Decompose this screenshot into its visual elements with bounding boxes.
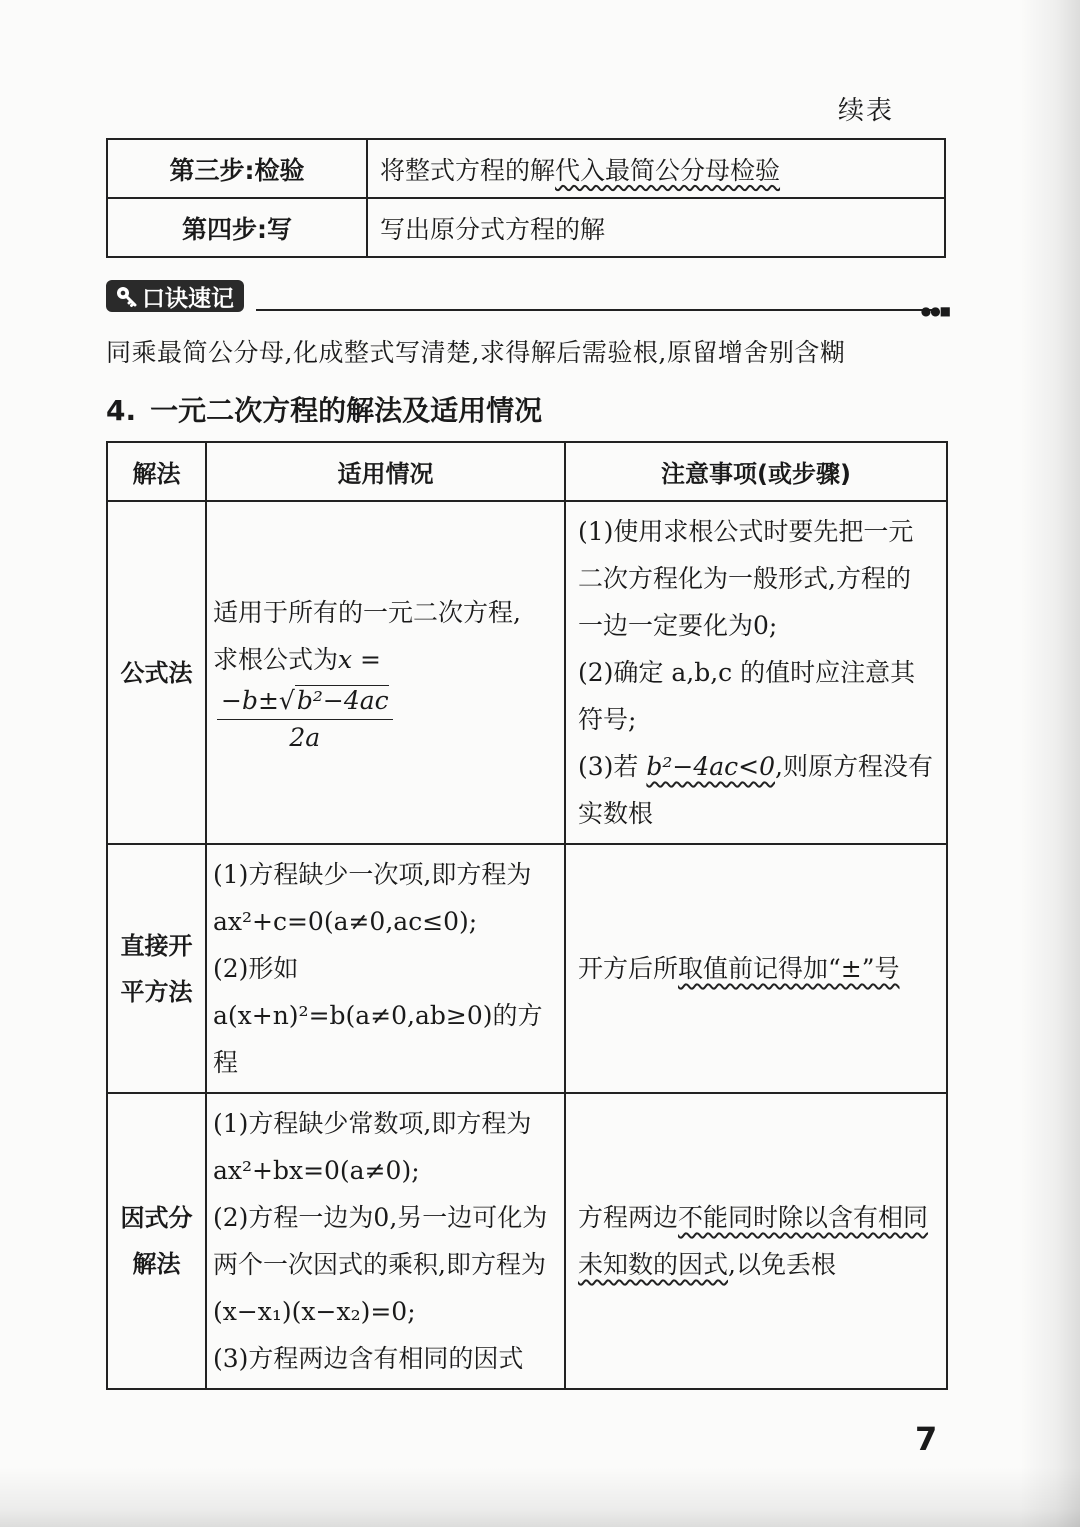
step-description	[367, 198, 945, 257]
step-desc-emphasis: 代入最简公分母检验	[555, 155, 781, 185]
table-row	[107, 139, 945, 198]
radicand: b²−4ac	[296, 686, 389, 715]
condition-item: (3)方程两边含有相同的因式	[213, 1344, 524, 1373]
method-notes	[565, 844, 947, 1093]
column-header-notes: 注意事项(或步骤)	[565, 442, 947, 501]
column-header-method: 解法	[107, 442, 206, 501]
formula-numerator: −b±√b²−4ac	[217, 683, 393, 720]
method-name: 直接开平方法	[107, 844, 206, 1093]
condition-item: (2)形如 a(x+n)²=b(a≠0,ab≥0)的方程	[213, 954, 543, 1077]
table-row	[107, 501, 947, 844]
section-number: 4.	[106, 394, 137, 427]
divider-dots: ●●■	[920, 304, 950, 318]
page-bottom-shadow	[0, 1467, 1080, 1527]
formula-lead: 求根公式为	[213, 645, 339, 674]
note-emphasis: 不能同时除以含有相同未知数的因式	[578, 1203, 929, 1279]
condition-item: (2)方程一边为0,另一边可化为两个一次因式的乘积,即方程为(x−x₁)(x−x₂)=0;	[213, 1203, 548, 1326]
note-item	[578, 743, 934, 837]
tip-label: 口诀速记	[142, 285, 234, 312]
method-name: 公式法	[107, 501, 206, 844]
note-text: 开方后所	[578, 954, 679, 983]
quadratic-formula	[213, 636, 558, 756]
condition-item: (1)方程缺少常数项,即方程为 ax²+bx=0(a≠0);	[213, 1109, 532, 1185]
table-row	[107, 1093, 947, 1389]
page-edge-shadow	[1020, 0, 1080, 1527]
tip-header	[106, 280, 950, 318]
table-row	[107, 198, 945, 257]
divider	[256, 309, 932, 311]
steps-table	[106, 138, 946, 258]
page-number: 7	[915, 1420, 938, 1458]
method-conditions	[206, 1093, 565, 1389]
step-name: 第四步:写	[107, 198, 367, 257]
note-emphasis: 取值前记得加“±”号	[678, 954, 900, 983]
section-title-text: 一元二次方程的解法及适用情况	[150, 394, 543, 427]
method-notes	[565, 1093, 947, 1389]
tip-badge	[106, 280, 244, 312]
note-text: ,则原方程没有实数根	[578, 752, 933, 828]
table-row	[107, 844, 947, 1093]
step-desc-text: 写出原分式方程的解	[380, 214, 606, 244]
formula-fraction	[217, 683, 393, 756]
note-emphasis: b²−4ac<0	[646, 752, 776, 781]
step-name: 第三步:检验	[107, 139, 367, 198]
methods-table	[106, 441, 948, 1390]
column-header-conditions: 适用情况	[206, 442, 565, 501]
mnemonic-text: 同乘最简公分母,化成整式写清楚,求得解后需验根,原留增舍别含糊	[106, 338, 846, 367]
key-icon	[114, 284, 138, 308]
note-text: (3)若	[578, 752, 647, 781]
numerator-prefix: −b±	[221, 686, 279, 715]
method-notes	[565, 501, 947, 844]
note-item: (1)使用求根公式时要先把一元二次方程化为一般形式,方程的一边一定要化为0;	[578, 517, 914, 640]
step-desc-text: 将整式方程的解	[380, 155, 556, 185]
formula-denominator: 2a	[289, 723, 321, 752]
step-description	[367, 139, 945, 198]
condition-item: (1)方程缺少一次项,即方程为 ax²+c=0(a≠0,ac≤0);	[213, 860, 532, 936]
note-item: (2)确定 a,b,c 的值时应注意其符号;	[578, 658, 916, 734]
formula-intro: 适用于所有的一元二次方程,	[213, 598, 521, 627]
method-conditions	[206, 844, 565, 1093]
method-conditions	[206, 501, 565, 844]
note-text: 方程两边	[578, 1203, 679, 1232]
formula-lhs: x =	[338, 645, 382, 674]
method-name: 因式分解法	[107, 1093, 206, 1389]
section-title	[106, 389, 542, 429]
table-header-row	[107, 442, 947, 501]
continued-label: 续表	[838, 96, 895, 126]
note-text: ,以免丢根	[728, 1250, 836, 1279]
